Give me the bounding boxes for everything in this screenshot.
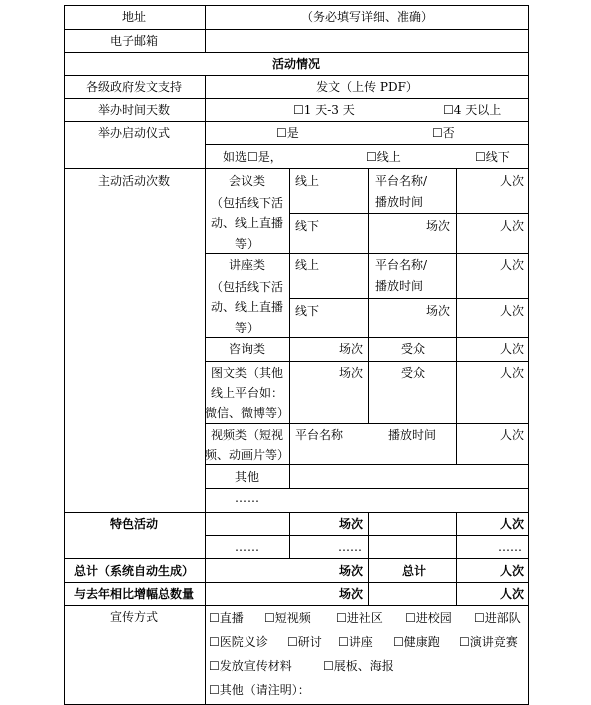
rule <box>205 423 529 424</box>
meeting-online-label: 线上 <box>295 174 320 188</box>
publicity-option-checkbox[interactable]: ☐展板、海报 <box>323 659 394 673</box>
rule <box>289 213 529 214</box>
rule <box>205 75 206 705</box>
graphic-persons: 人次 <box>500 366 525 380</box>
rule <box>289 298 529 299</box>
ceremony-no-checkbox[interactable]: ☐否 <box>432 126 455 140</box>
rule <box>289 168 290 489</box>
days-option-1-3[interactable]: ☐1 天-3 天 <box>293 103 355 117</box>
lecture-label: 讲座类 <box>228 258 266 272</box>
rule <box>368 512 369 559</box>
rule <box>368 558 369 606</box>
special-persons: 人次 <box>500 517 525 531</box>
publicity-option-checkbox[interactable]: ☐医院义诊 <box>209 635 268 649</box>
ceremony-offline-checkbox[interactable]: ☐线下 <box>475 150 510 164</box>
rule <box>64 558 529 559</box>
publicity-option-checkbox[interactable]: ☐直播 <box>209 611 244 625</box>
publicity-label: 宣传方式 <box>109 610 159 624</box>
rule <box>456 558 457 606</box>
rule <box>64 605 529 606</box>
special-ellipsis: …… <box>235 540 259 554</box>
rule <box>205 361 529 362</box>
rule <box>64 512 529 513</box>
rule <box>368 253 369 338</box>
rule <box>64 168 529 169</box>
rule <box>205 253 529 254</box>
section-title: 活动情况 <box>271 57 321 71</box>
rule <box>64 98 529 99</box>
rule <box>456 512 457 559</box>
rule <box>205 144 529 145</box>
rule <box>64 121 529 122</box>
lecture-offline-label: 线下 <box>295 304 320 318</box>
other-ellipsis: …… <box>235 491 259 505</box>
publicity-option-checkbox[interactable]: ☐进校园 <box>405 611 452 625</box>
ceremony-if-yes-label: 如选☐是， <box>223 150 282 164</box>
special-sessions: 场次 <box>339 517 364 531</box>
lecture-online-label: 线上 <box>295 258 320 272</box>
video-platform-name: 平台名称 <box>295 428 344 442</box>
publicity-option-checkbox[interactable]: ☐健康跑 <box>393 635 440 649</box>
gov-support-label: 各级政府发文支持 <box>85 80 183 94</box>
lecture-offline-persons: 人次 <box>500 304 525 318</box>
consult-audience: 受众 <box>401 342 426 356</box>
total-persons: 人次 <box>500 564 525 578</box>
gov-upload-pdf[interactable]: 发文（上传 PDF） <box>316 80 418 94</box>
publicity-option-checkbox[interactable]: ☐讲座 <box>338 635 373 649</box>
special-activity-label: 特色活动 <box>109 517 159 531</box>
total-label: 总计（系统自动生成） <box>73 564 195 578</box>
lecture-online-persons: 人次 <box>500 258 525 272</box>
special-ellipsis: …… <box>338 540 362 554</box>
rule <box>205 337 529 338</box>
consult-label: 咨询类 <box>228 342 266 356</box>
growth-sessions: 场次 <box>339 587 364 601</box>
lecture-label: 动、线上直播 <box>210 300 284 314</box>
total-sum-label: 总计 <box>402 564 427 578</box>
rule <box>64 52 529 53</box>
meeting-offline-persons: 人次 <box>500 219 525 233</box>
rule <box>456 168 457 424</box>
ceremony-online-checkbox[interactable]: ☐线上 <box>366 150 401 164</box>
publicity-option-checkbox[interactable]: ☐演讲竞赛 <box>459 635 518 649</box>
rule <box>205 464 529 465</box>
graphic-label: 线上平台如： <box>210 386 284 400</box>
days-option-4plus[interactable]: ☐4 天以上 <box>443 103 502 117</box>
ceremony-yes-checkbox[interactable]: ☐是 <box>276 126 299 140</box>
consult-persons: 人次 <box>500 342 525 356</box>
video-play-time: 播放时间 <box>388 428 437 442</box>
publicity-option-checkbox[interactable]: ☐进社区 <box>336 611 383 625</box>
lecture-platform-label: 播放时间 <box>375 279 424 293</box>
address-hint: （务必填写详细、准确） <box>300 10 434 24</box>
days-label: 举办时间天数 <box>97 103 171 117</box>
rule <box>205 488 529 489</box>
rule <box>205 535 529 536</box>
publicity-option-checkbox[interactable]: ☐进部队 <box>474 611 521 625</box>
meeting-label: 动、线上直播 <box>210 216 284 230</box>
lecture-offline-sessions: 场次 <box>426 304 451 318</box>
publicity-option-checkbox[interactable]: ☐发放宣传材料 <box>209 659 292 673</box>
lecture-label: （包括线下活 <box>210 280 284 294</box>
total-sessions: 场次 <box>339 564 364 578</box>
meeting-online-persons: 人次 <box>500 174 525 188</box>
video-persons: 人次 <box>500 428 525 442</box>
ceremony-label: 举办启动仪式 <box>97 126 171 140</box>
meeting-platform-label: 平台名称/ <box>375 174 428 188</box>
email-label: 电子邮箱 <box>109 34 159 48</box>
rule <box>64 75 529 76</box>
publicity-option-checkbox[interactable]: ☐短视频 <box>264 611 311 625</box>
graphic-audience: 受众 <box>401 366 426 380</box>
rule <box>368 337 369 424</box>
meeting-label: 会议类 <box>228 174 266 188</box>
graphic-label: 图文类（其他 <box>210 366 284 380</box>
lecture-label: 等） <box>234 321 260 335</box>
rule <box>289 512 290 559</box>
special-ellipsis: …… <box>498 540 522 554</box>
rule <box>368 168 369 254</box>
meeting-label: （包括线下活 <box>210 196 284 210</box>
graphic-label: 微信、微博等） <box>204 406 290 420</box>
meeting-platform-label: 播放时间 <box>375 195 424 209</box>
meeting-label: 等） <box>234 237 260 251</box>
publicity-other-checkbox[interactable]: ☐其他（请注明）： <box>209 683 310 697</box>
consult-sessions: 场次 <box>339 342 364 356</box>
growth-label: 与去年相比增幅总数量 <box>73 587 195 601</box>
other-label: 其他 <box>234 470 260 484</box>
publicity-option-checkbox[interactable]: ☐研讨 <box>287 635 322 649</box>
rule <box>456 423 457 465</box>
lecture-platform-label: 平台名称/ <box>375 258 428 272</box>
growth-persons: 人次 <box>500 587 525 601</box>
video-label: 频、动画片等） <box>204 448 290 462</box>
rule <box>64 5 65 705</box>
address-input[interactable] <box>206 6 528 29</box>
video-label: 视频类（短视 <box>210 428 284 442</box>
email-input[interactable] <box>206 30 528 52</box>
address-label: 地址 <box>121 10 147 24</box>
graphic-sessions: 场次 <box>339 366 364 380</box>
main-activity-label: 主动活动次数 <box>97 174 171 188</box>
rule <box>64 582 529 583</box>
meeting-offline-sessions: 场次 <box>426 219 451 233</box>
rule <box>528 5 529 705</box>
meeting-offline-label: 线下 <box>295 219 320 233</box>
